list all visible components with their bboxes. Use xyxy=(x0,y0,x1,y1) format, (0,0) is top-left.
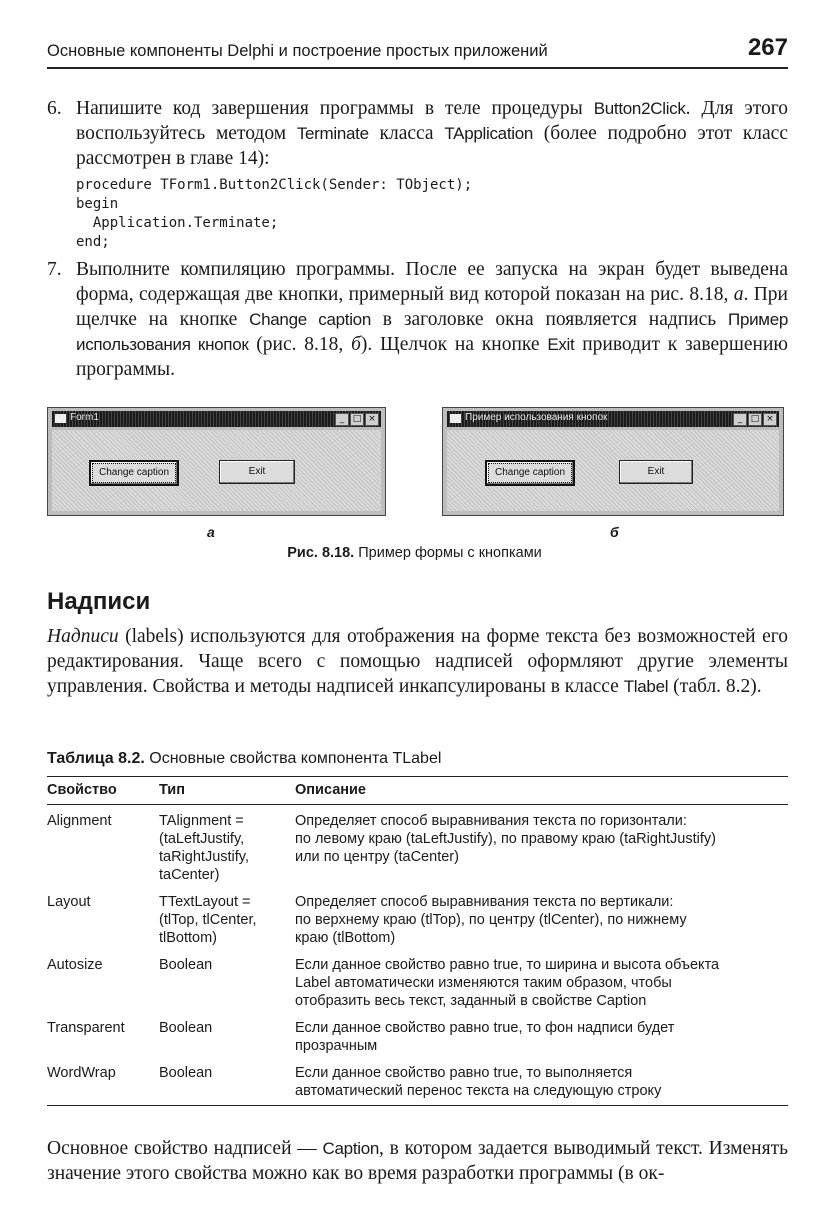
table-row xyxy=(47,890,788,953)
step-6-text-part: . Для этого воспользуйтесь методом xyxy=(76,98,788,144)
code-term: Exit xyxy=(547,335,575,354)
window-b-titlebar xyxy=(447,411,779,427)
step-7-text-part: ). Щелчок на кнопке xyxy=(360,334,548,355)
code-term: TApplication xyxy=(444,124,534,143)
figure-caption xyxy=(0,545,829,561)
step-7-text-part: (рис. 8.18, xyxy=(248,334,352,355)
step-7-text-part: Выполните компиляцию программы. После ее запуска на экран будет выведена форма, содержащая две кнопки, примерный вид которой показан на рис. 8.18, xyxy=(76,259,788,305)
cell-description: Если данное свойство равно true, то фон надписи будет прозрачным xyxy=(295,1020,675,1054)
maximize-icon[interactable]: □ xyxy=(350,413,364,426)
form-window-b xyxy=(442,407,784,516)
step-7-number: 7. xyxy=(47,259,62,280)
exit-button[interactable]: Exit xyxy=(619,460,693,484)
step-7-text-part: в заголовке окна появляется надпись xyxy=(370,309,729,330)
cell-description: Если данное свойство равно true, то выполняется автоматический перенос текста на следующую строку xyxy=(295,1061,788,1106)
figure-caption-number: Рис. 8.18. xyxy=(287,545,355,561)
minimize-icon[interactable]: _ xyxy=(733,413,747,426)
cell-property: Autosize xyxy=(47,957,103,973)
code-term: Change caption xyxy=(249,310,371,329)
figure-ref-a: а xyxy=(733,284,744,305)
window-a-controls xyxy=(335,413,379,426)
step-7-text xyxy=(76,257,788,382)
cell-type: TTextLayout = (tlTop, tlCenter, tlBottom) xyxy=(159,894,257,946)
code-term: Terminate xyxy=(296,124,369,143)
code-line: end; xyxy=(76,234,110,250)
section-heading: Надписи xyxy=(47,588,151,615)
column-header-property: Свойство xyxy=(47,777,159,805)
cell-property: Layout xyxy=(47,894,91,910)
cell-type: TAlignment = (taLeftJustify, taRightJustify, taCenter) xyxy=(159,813,249,883)
column-header-description: Описание xyxy=(295,777,788,805)
table-row xyxy=(47,1061,788,1106)
window-b-title: Пример использования кнопок xyxy=(465,412,608,423)
step-7 xyxy=(47,257,788,382)
page-number: 267 xyxy=(747,34,788,61)
code-line: procedure TForm1.Button2Click(Sender: TObject); xyxy=(76,177,473,193)
step-7-text-part: . При щелчке на кнопке xyxy=(76,284,788,330)
window-b-controls xyxy=(733,413,777,426)
window-a-client xyxy=(52,430,381,511)
figure-caption-text: Пример формы с кнопками xyxy=(354,545,542,561)
step-7-text-part: приводит к завершению программы. xyxy=(76,334,788,380)
cell-property: WordWrap xyxy=(47,1061,159,1106)
cell-description: Если данное свойство равно true, то ширина и высота объекта Label автоматически изменяются таким образом, чтобы отобразить весь текст, заданный в свойстве Caption xyxy=(295,957,720,1009)
close-icon[interactable]: × xyxy=(763,413,777,426)
column-header-type: Тип xyxy=(159,777,295,805)
table-header-row xyxy=(47,777,788,805)
figure-label-b: б xyxy=(610,524,619,540)
closing-text-part: , в котором задается выводимый текст. Изменять значение этого свойства можно как во время разработки программы (в ок- xyxy=(47,1138,788,1184)
code-term: Tlabel xyxy=(623,677,669,696)
closing-text-part: Основное свойство надписей — xyxy=(47,1138,323,1159)
closing-paragraph xyxy=(47,1136,788,1186)
table-row xyxy=(47,805,788,891)
maximize-icon[interactable]: □ xyxy=(748,413,762,426)
step-6-number: 6. xyxy=(47,98,62,119)
change-caption-button[interactable]: Change caption xyxy=(89,460,179,486)
table-caption xyxy=(47,750,441,768)
table-row xyxy=(47,1016,788,1061)
figure-label-a: а xyxy=(207,524,215,540)
cell-property: Alignment xyxy=(47,813,112,829)
cell-type: Boolean xyxy=(159,957,213,973)
section-text-part: (labels) используются для отображения на форме текста без возможностей его редактирования. Чаще всего с помощью надписей оформляют другие элементы управления. Свойства и методы надписей инкапсулированы в классе xyxy=(47,626,788,697)
table-caption-number: Таблица 8.2. xyxy=(47,750,145,767)
window-icon xyxy=(55,414,66,423)
close-icon[interactable]: × xyxy=(365,413,379,426)
properties-table xyxy=(47,776,788,1106)
step-6 xyxy=(47,96,788,171)
table-row xyxy=(47,953,788,1016)
cell-type: Boolean xyxy=(159,1061,295,1106)
cell-property: Transparent xyxy=(47,1020,125,1036)
exit-button[interactable]: Exit xyxy=(219,460,295,484)
form-window-a xyxy=(47,407,386,516)
cell-description: Определяет способ выравнивания текста по вертикали: по верхнему краю (tlTop), по центру (tlCenter), по нижнему краю (tlBottom) xyxy=(295,894,687,946)
step-6-text-part: класса xyxy=(368,123,445,144)
cell-description: Определяет способ выравнивания текста по горизонтали: по левому краю (taLeftJustify), по правому краю (taRightJustify) или по центру (taCenter) xyxy=(295,813,716,865)
window-b-client xyxy=(447,430,779,511)
section-paragraph xyxy=(47,624,788,699)
cell-type: Boolean xyxy=(159,1020,213,1036)
step-6-text-part: (более подробно этот класс рассмотрен в главе 14): xyxy=(76,123,788,169)
step-6-text-part: Напишите код завершения программы в теле процедуры xyxy=(76,98,594,119)
running-header xyxy=(47,36,788,70)
header-rule xyxy=(47,67,788,69)
code-line: Application.Terminate; xyxy=(76,215,279,231)
window-a-titlebar xyxy=(52,411,381,427)
figure-ref-b: б xyxy=(351,334,361,355)
header-title: Основные компоненты Delphi и построение простых приложений xyxy=(47,42,548,60)
change-caption-button[interactable]: Change caption xyxy=(485,460,575,486)
code-term: Пример использования кнопок xyxy=(76,310,788,354)
minimize-icon[interactable]: _ xyxy=(335,413,349,426)
window-icon xyxy=(450,414,461,423)
term-italic: Надписи xyxy=(47,626,119,647)
code-term: Button2Click xyxy=(593,99,686,118)
code-line: begin xyxy=(76,196,119,212)
step-6-text xyxy=(76,96,788,171)
code-block xyxy=(76,176,472,252)
table-caption-text: Основные свойства компонента TLabel xyxy=(144,750,442,767)
window-a-title: Form1 xyxy=(70,412,99,423)
code-term: Caption xyxy=(322,1139,380,1158)
section-text-part: (табл. 8.2). xyxy=(668,676,762,697)
